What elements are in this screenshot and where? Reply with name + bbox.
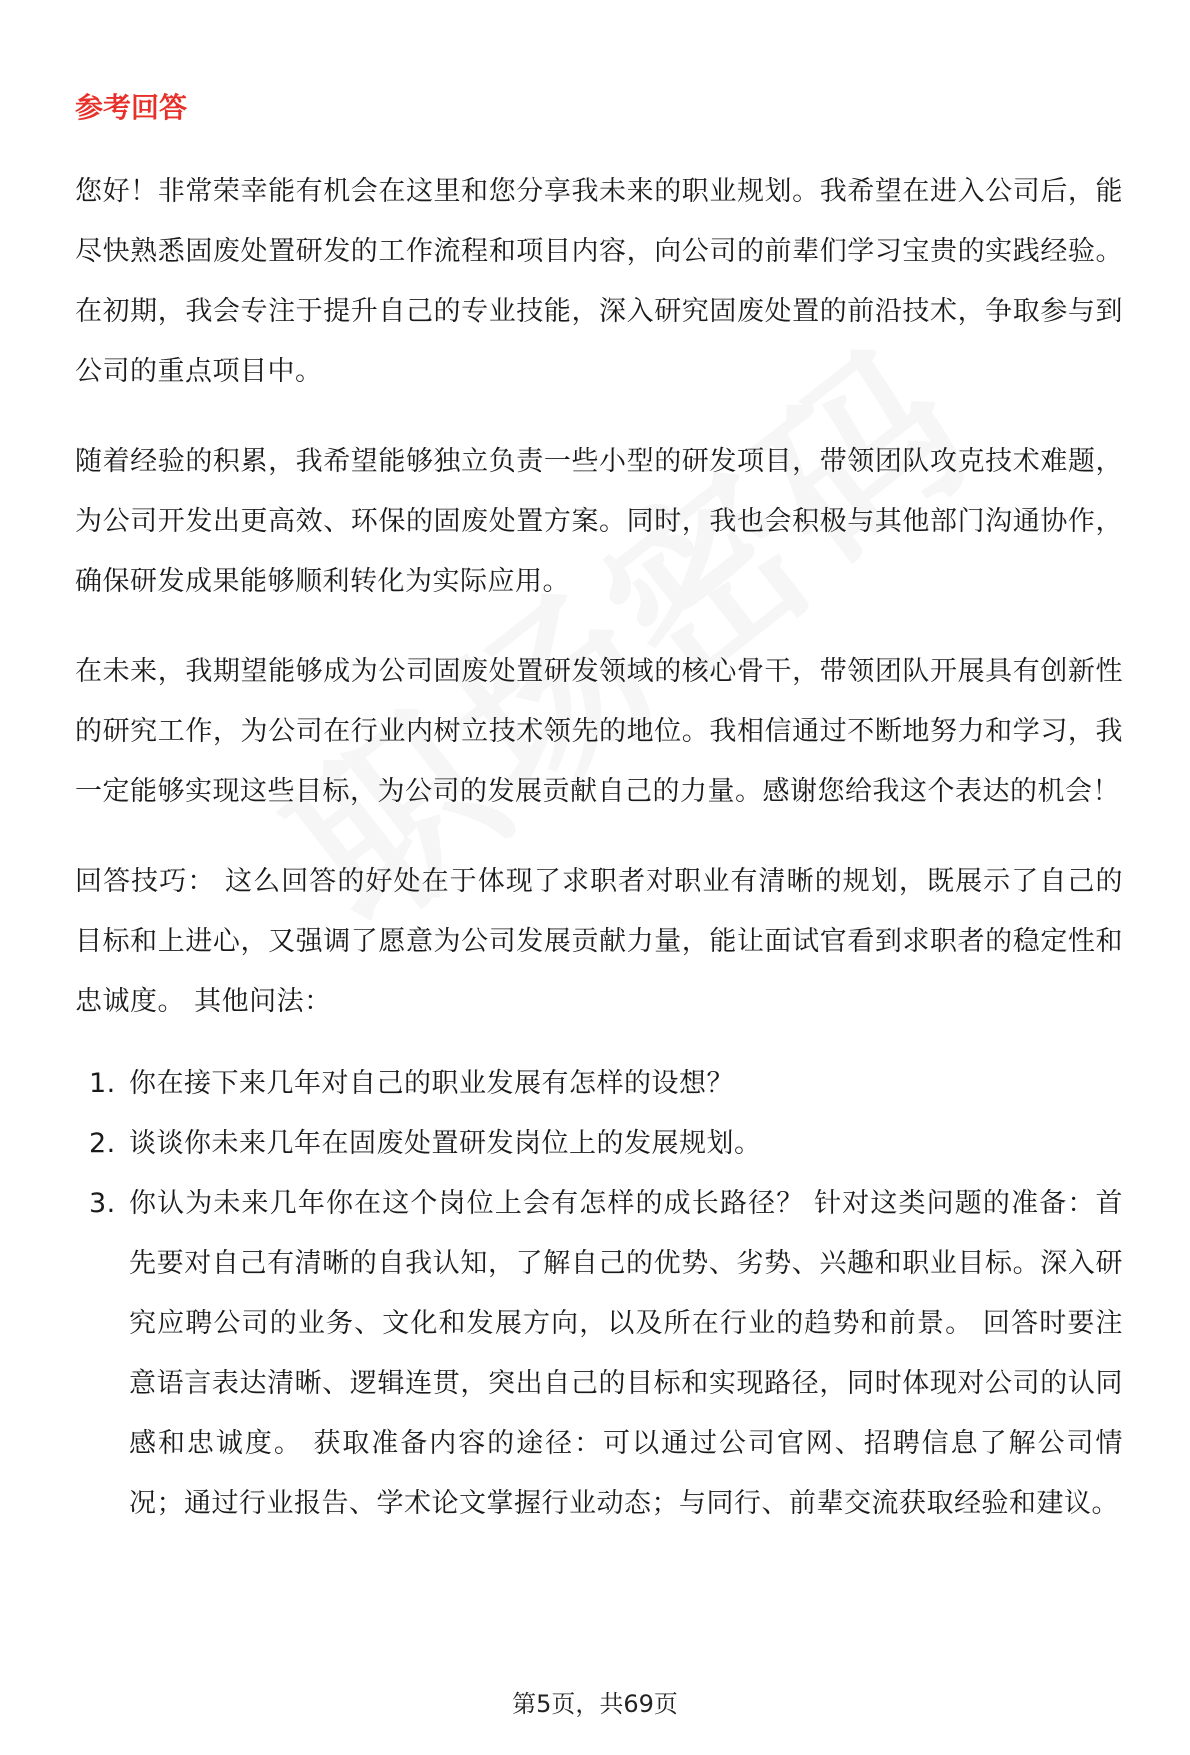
list-item — [75, 1054, 1123, 1114]
page-footer: 第5页，共69页 — [512, 1690, 678, 1718]
list-item-text: 你在接下来几年对自己的职业发展有怎样的设想？ — [129, 1068, 734, 1099]
list-item-number: 2. — [89, 1128, 116, 1159]
list-item-text: 谈谈你未来几年在固废处置研发岗位上的发展规划。 — [129, 1128, 762, 1159]
answer-paragraph-1: 您好！非常荣幸能有机会在这里和您分享我未来的职业规划。我希望在进入公司后，能尽快熟悉固废处置研发的工作流程和项目内容，向公司的前辈们学习宝贵的实践经验。在初期，我会专注于提升自己的专业技能，深入研究固废处置的前沿技术，争取参与到公司的重点项目中。 — [75, 176, 1123, 387]
answer-tips: 回答技巧： 这么回答的好处在于体现了求职者对职业有清晰的规划，既展示了自己的目标和上进心，又强调了愿意为公司发展贡献力量，能让面试官看到求职者的稳定性和忠诚度。 其他问法： — [75, 866, 1123, 1017]
document-body — [75, 162, 1123, 1534]
list-item-number: 3. — [89, 1188, 116, 1219]
list-item-number: 1. — [89, 1068, 116, 1099]
answer-paragraph-3: 在未来，我期望能够成为公司固废处置研发领域的核心骨干，带领团队开展具有创新性的研究工作，为公司在行业内树立技术领先的地位。我相信通过不断地努力和学习，我一定能够实现这些目标，为公司的发展贡献自己的力量。感谢您给我这个表达的机会！ — [75, 656, 1123, 807]
list-item — [75, 1114, 1123, 1174]
answer-paragraph-2: 随着经验的积累，我希望能够独立负责一些小型的研发项目，带领团队攻克技术难题，为公司开发出更高效、环保的固废处置方案。同时，我也会积极与其他部门沟通协作，确保研发成果能够顺利转化为实际应用。 — [75, 446, 1123, 597]
list-item-text: 你认为未来几年你在这个岗位上会有怎样的成长路径？ 针对这类问题的准备：首先要对自己有清晰的自我认知，了解自己的优势、劣势、兴趣和职业目标。深入研究应聘公司的业务、文化和发展方向，以及所在行业的趋势和前景。 回答时要注意语言表达清晰、逻辑连贯，突出自己的目标和实现路径，同时体现对公司的认同感和忠诚度。 获取准备内容的途径：可以通过公司官网、招聘信息了解公司情况；通过行业报告、学术论文掌握行业动态；与同行、前辈交流获取经验和建议。 — [129, 1188, 1123, 1519]
list-item — [75, 1174, 1123, 1534]
alternative-questions-list — [75, 1054, 1123, 1534]
section-title: 参考回答 — [75, 91, 188, 124]
